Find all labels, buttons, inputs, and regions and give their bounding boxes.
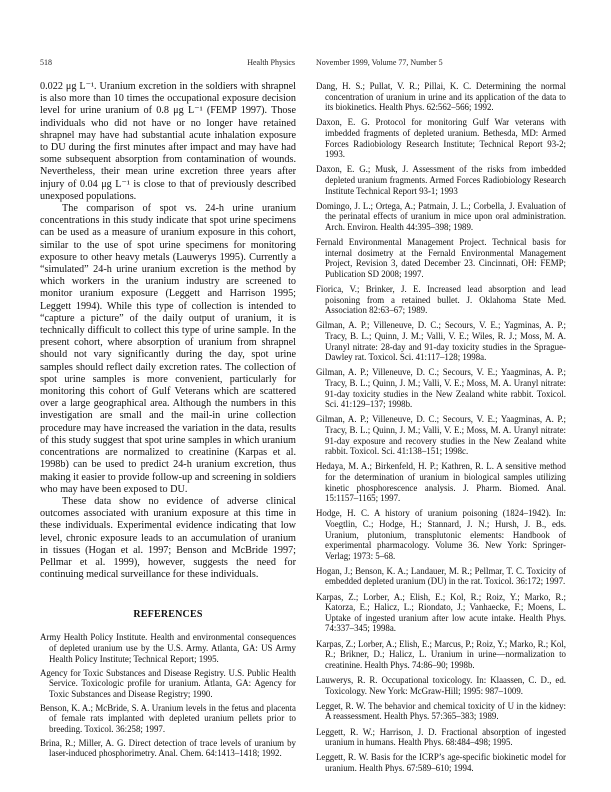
reference-item: Leggett, R. W. Basis for the ICRP’s age-specific biokinetic model for uranium. Health Phys. 67:589–610; 1994.	[316, 752, 566, 773]
running-head-left	[40, 58, 295, 68]
reference-item: Fernald Environmental Management Project. Technical basis for internal dosimetry at the Fernald Environmental Management Project, Revision 3, dated December 23. Cincinnati, OH: FEMP; Publication SD 2008; 1997.	[316, 237, 566, 279]
reference-list-left	[40, 632, 296, 759]
reference-item: Daxon, E. G.; Musk, J. Assessment of the risks from imbedded depleted uranium fragments. Armed Forces Radiobiology Research Institute Technical Report 93-1; 1993	[316, 164, 566, 196]
reference-item: Lauwerys, R. R. Occupational toxicology. In: Klaassen, C. D., ed. Toxicology. New York: McGraw-Hill; 1995: 987–1009.	[316, 675, 566, 696]
reference-item: Hodge, H. C. A history of uranium poisoning (1824–1942). In: Voegtlin, C.; Hodge, H.; Stannard, J. N.; Hursh, J. B., eds. Uranium, plutonium, transplutonic elements: Handbook of experimental pharmacology. Volume 36. New York: Springer-Verlag; 1973: 5–68.	[316, 508, 566, 561]
reference-list-right	[316, 81, 566, 774]
page-number: 518	[40, 58, 52, 67]
reference-item: Leggett, R. W.; Harrison, J. D. Fractional absorption of ingested uranium in humans. Health Phys. 68:484–498; 1995.	[316, 726, 566, 748]
left-column	[40, 81, 296, 762]
reference-item: Hogan, J.; Benson, K. A.; Landauer, M. R.; Pellmar, T. C. Toxicity of embedded depleted uranium (DU) in the rat. Toxicol. 36:172; 1997.	[316, 565, 566, 587]
paragraph: 0.022 μg L⁻¹. Uranium excretion in the soldiers with shrapnel is also more than 10 times the occupational exposure decision level for urine uranium of 0.8 μg L⁻¹ (FEMP 1997). Those individuals who did not have or no longer have retained shrapnel may have had substantial acute inhalation exposure to DU during the first minutes after impact and may have had some subsequent absorption from contamination of wounds. Nevertheless, their mean urine excretion three years after injury of 0.04 μg L⁻¹ is close to that of previously described unexposed populations.	[40, 81, 296, 202]
reference-item: Gilman, A. P.; Villeneuve, D. C.; Secours, V. E.; Yaagminas, A. P.; Tracy, B. L.; Quinn, J. M.; Valli, V. E.; Moss, M. A. Uranyl nitrate: 91-day toxicity studies in the New Zealand white rabbit. Toxicol. Sci. 41:129–137; 1998b.	[316, 367, 566, 410]
reference-item: Gilman, A. P.; Villeneuve, D. C.; Secours, V. E.; Yagminas, A. P.; Tracy, B. L.; Quinn, J. M.; Valli, V. E.; Wiles, R. J.; Moss, M. A. Uranyl nitrate: 28-day and 91-day toxicity studies in the Sprague-Dawley rat. Toxicol. Sci. 41:117–128; 1998a.	[316, 320, 566, 363]
reference-item: Army Health Policy Institute. Health and environmental consequences of depleted uranium use by the U.S. Army. Atlanta, GA: US Army Health Policy Institute; Technical Report; 1995.	[40, 632, 296, 664]
reference-item: Fiorica, V.; Brinker, J. E. Increased lead absorption and lead poisoning from a retained bullet. J. Oklahoma State Med. Association 82:63–67; 1989.	[316, 284, 566, 316]
body-text	[40, 81, 296, 581]
running-head-right	[316, 58, 566, 68]
references-heading: REFERENCES	[133, 609, 203, 621]
reference-item: Daxon, E. G. Protocol for monitoring Gulf War veterans with imbedded fragments of depleted uranium. Bethesda, MD: Armed Forces Radiobiology Research Institute; Technical Report 93-2; 1993.	[316, 117, 566, 160]
reference-item: Karpas, Z.; Lorber, A.; Elish, E.; Kol, R.; Roiz, Y.; Marko, R.; Katorza, E.; Halicz, L.; Riondato, J.; Vanhaecke, F.; Moens, L. Uptake of ingested uranium after low acute intake. Health Phys. 74:337–345; 1998a.	[316, 591, 566, 634]
reference-item: Karpas, Z.; Lorber, A.; Elish, E.; Marcus, P.; Roiz, Y.; Marko, R.; Kol, R.; Brikner, D.; Halicz, L. Uranium in urine—normalization to creatinine. Health Phys. 74:86–90; 1998b.	[316, 638, 566, 670]
journal-title: Health Physics	[247, 58, 295, 67]
paragraph: These data show no evidence of adverse clinical outcomes associated with uranium exposure at this time in these individuals. Experimental evidence indicating that low level, chronic exposure leads to an accumulation of uranium in tissues (Hogan et al. 1997; Benson and McBride 1997; Pellmar et al. 1999), however, suggests the need for continuing medical surveillance for these individuals.	[40, 495, 296, 581]
issue-info: November 1999, Volume 77, Number 5	[316, 58, 443, 67]
reference-item: Agency for Toxic Substances and Disease Registry. U.S. Public Health Service. Toxicologic profile for uranium. Atlanta, GA: Agency for Toxic Substances and Disease Registry; 1990.	[40, 667, 296, 699]
reference-item: Hedaya, M. A.; Birkenfeld, H. P.; Kathren, R. L. A sensitive method for the determination of uranium in biological samples utilizing kinetic phosphorescence analysis. J. Pharm. Biomed. Anal. 15:1157–1165; 1997.	[316, 461, 566, 504]
reference-item: Dang, H. S.; Pullat, V. R.; Pillai, K. C. Determining the normal concentration of uranium in urine and its application of the data to its biokinetics. Health Phys. 62:562–566; 1992.	[316, 81, 566, 113]
right-column	[316, 81, 566, 778]
reference-item: Gilman, A. P.; Villeneuve, D. C.; Secours, V. E.; Yaagminas, A. P.; Tracy, B. L.; Quinn, J. M.; Valli, V. E.; Moss, M. A. Uranyl nitrate: 91-day exposure and recovery studies in the New Zealand white rabbit. Toxicol. Sci. 41:138–151; 1998c.	[316, 414, 566, 457]
reference-item: Brina, R.; Miller, A. G. Direct detection of trace levels of uranium by laser-induced phosphorimetry. Anal. Chem. 64:1413–1418; 1992.	[40, 737, 296, 759]
paragraph: The comparison of spot vs. 24-h urine uranium concentrations in this study indicate that spot urine specimens can be used as a measure of uranium exposure in this cohort, similar to the use of spot urine specimens for monitoring exposure to other heavy metals (Lauwerys 1995). Currently a “simulated” 24-h urine uranium excretion is the method by which workers in the uranium industry are screened to monitor uranium exposure (Leggett and Harrison 1995; Leggett 1994). While this type of collection is intended to “capture a picture” of the daily output of uranium, it is technically difficult to collect this type of urine sample. In the present cohort, where absorption of uranium from shrapnel should not vary significantly during the day, spot urine samples should reflect daily excretion rates. The collection of spot urine samples is more convenient, particularly for monitoring this cohort of Gulf Veterans which are scattered over a large geographical area. Although the numbers in this investigation are small and the mail-in urine collection procedure may have increased the variation in the data, results of this study suggest that spot urine samples in which uranium concentrations are normalized to creatinine (Karpas et al. 1998b) can be used to predict 24-h uranium excretion, thus making it easier to provide follow-up and screening in soldiers who may have been exposed to DU.	[40, 203, 296, 495]
reference-item: Benson, K. A.; McBride, S. A. Uranium levels in the fetus and placenta of female rats implanted with depleted uranium pellets prior to breeding. Toxicol. 36:258; 1997.	[40, 702, 296, 734]
reference-item: Legget, R. W. The behavior and chemical toxicity of U in the kidney: A reassessment. Health Phys. 57:365–383; 1989.	[316, 700, 566, 722]
reference-item: Domingo, J. L.; Ortega, A.; Patmain, J. L.; Corbella, J. Evaluation of the perinatal effects of uranium in mice upon oral administration. Arch. Environ. Health 44:395–398; 1989.	[316, 200, 566, 232]
